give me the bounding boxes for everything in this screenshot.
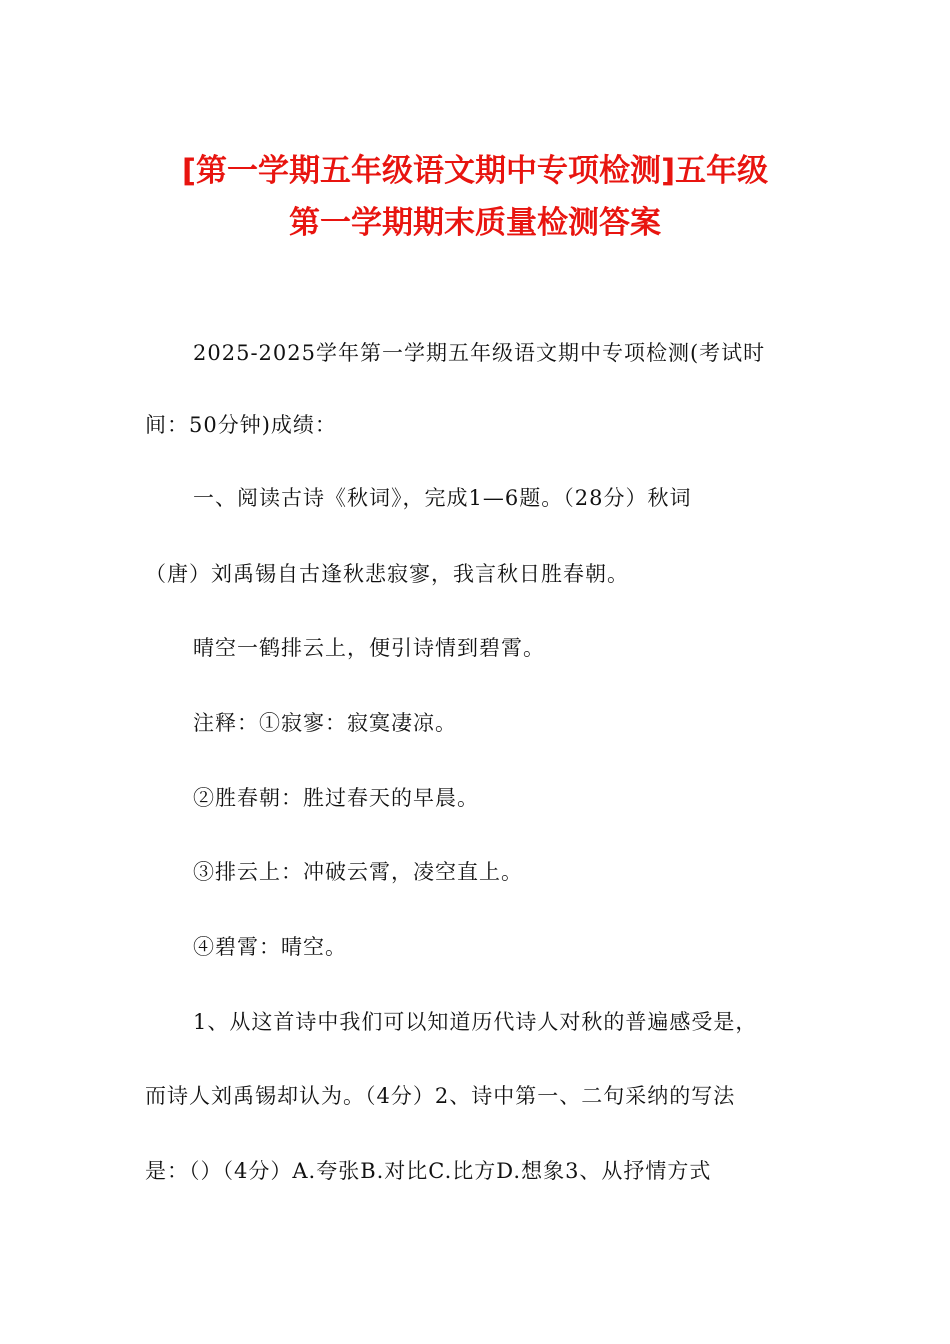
paragraph-line: ③排云上：冲破云霄，凌空直上。 bbox=[193, 860, 523, 884]
document-title-line-1: [第一学期五年级语文期中专项检测]五年级 bbox=[181, 153, 769, 189]
document-title-line-2: 第一学期期末质量检测答案 bbox=[289, 205, 661, 241]
paragraph-line: 晴空一鹤排云上，便引诗情到碧霄。 bbox=[193, 636, 545, 660]
paragraph-line: 1、从这首诗中我们可以知道历代诗人对秋的普遍感受是， bbox=[193, 1010, 758, 1034]
paragraph-line: ②胜春朝：胜过春天的早晨。 bbox=[193, 786, 479, 810]
paragraph-line: （唐）刘禹锡自古逢秋悲寂寥，我言秋日胜春朝。 bbox=[145, 562, 629, 586]
paragraph-line: 注释：①寂寥：寂寞凄凉。 bbox=[193, 711, 457, 735]
paragraph-line: 2025-2025学年第一学期五年级语文期中专项检测(考试时 bbox=[193, 341, 766, 365]
paragraph-line: 是：（）（4分）A.夸张B.对比C.比方D.想象3、从抒情方式 bbox=[145, 1159, 712, 1183]
paragraph-line: ④碧霄：晴空。 bbox=[193, 935, 347, 959]
paragraph-line: 一、阅读古诗《秋词》，完成1—6题。（28分）秋词 bbox=[193, 486, 692, 510]
paragraph-line: 间：50分钟)成绩： bbox=[145, 413, 337, 437]
paragraph-line: 而诗人刘禹锡却认为。（4分）2、诗中第一、二句采纳的写法 bbox=[145, 1084, 736, 1108]
